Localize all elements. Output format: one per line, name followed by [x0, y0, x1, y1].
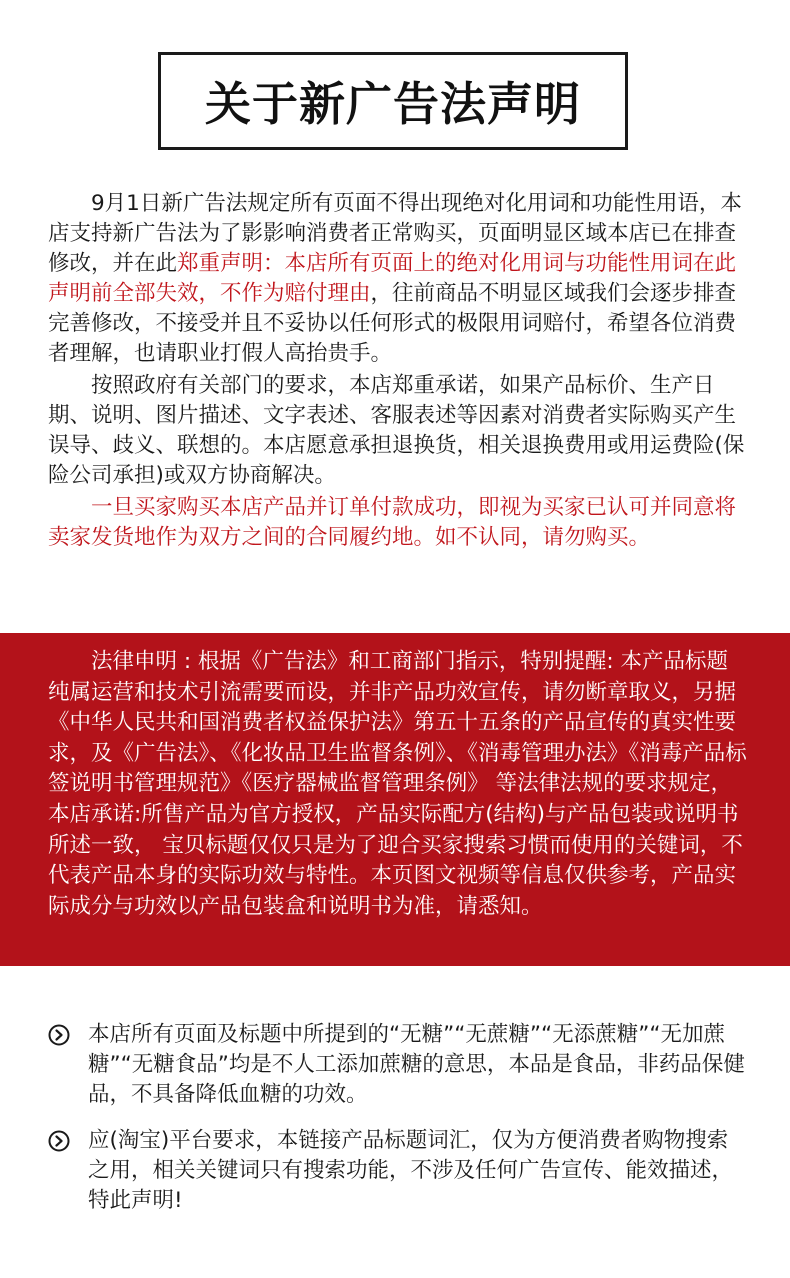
circle-chevron-right-icon: [48, 1130, 70, 1152]
notice-section: [48, 189, 748, 555]
notice-p1-end: ，往前商品不明显区域我们会逐步排查完善修改，不接受并且不妥协以任何形式的极限用词赔付，希望各位消费者理解，也请职业打假人高抬贵手。: [48, 281, 737, 366]
legal-statement-text: 法律申明 : 根据《广告法》和工商部门指示，特别提醒: 本产品标题纯属运营和技术引流需要而设，并非产品功效宣传，请勿断章取义，另据《中华人民共和国消费者权益保护法》第五十五条的产品宣传的真实性要求，及《广告法》、《化妆品卫生监督条例》、《消毒管理办法》《消毒产品标签说明书管理规范》《医疗器械监督管理条例》 等法律法规的要求规定，本店承诺:所售产品为官方授权，产品实际配方(结构)与产品包装或说明书所述一致， 宝贝标题仅仅只是为了迎合买家搜索习惯而使用的关键词，不代表产品本身的实际功效与特性。本页图文视频等信息仅供参考，产品实际成分与功效以产品包装盒和说明书为准，请悉知。: [48, 649, 747, 919]
legal-statement-block: [0, 633, 790, 966]
notes-list: [48, 1020, 748, 1232]
notice-paragraph-2: 按照政府有关部门的要求，本店郑重承诺，如果产品标价、生产日期、说明、图片描述、文字表述、客服表述等因素对消费者实际购买产生误导、歧义、联想的。本店愿意承担退换货，相关退换费用或用运费险(保险公司承担)或双方协商解决。: [48, 373, 745, 488]
note-text: 本店所有页面及标题中所提到的“无糖”“无蔗糖”“无添蔗糖”“无加蔗糖”“无糖食品”均是不人工添加蔗糖的意思，本品是食品，非药品保健品，不具备降低血糖的功效。: [88, 1022, 745, 1107]
notice-p1-highlight: 郑重声明：本店所有页面上的绝对化用词与功能性用词在此声明前全部失效，不作为赔付理由: [48, 251, 737, 306]
notice-paragraph-3: 一旦买家购买本店产品并订单付款成功，即视为买家已认可并同意将卖家发货地作为双方之间的合同履约地。如不认同，请勿购买。: [48, 495, 737, 550]
notice-p1-start: 9月1日新广告法规定所有页面不得出现绝对化用词和功能性用语，本店支持新广告法为了影影响消费者正常购买，页面明显区域本店已在排查修改，并在此: [48, 191, 742, 276]
title-box: [158, 52, 628, 150]
circle-chevron-right-icon: [48, 1024, 70, 1046]
page-title: 关于新广告法声明: [205, 77, 581, 131]
list-item: [48, 1126, 748, 1216]
list-item: [48, 1020, 748, 1110]
notice-paragraph-1: [48, 189, 748, 369]
note-text: 应(淘宝)平台要求，本链接产品标题词汇，仅为方便消费者购物搜索之用，相关关键词只有搜索功能，不涉及任何广告宣传、能效描述，特此声明!: [88, 1128, 734, 1213]
